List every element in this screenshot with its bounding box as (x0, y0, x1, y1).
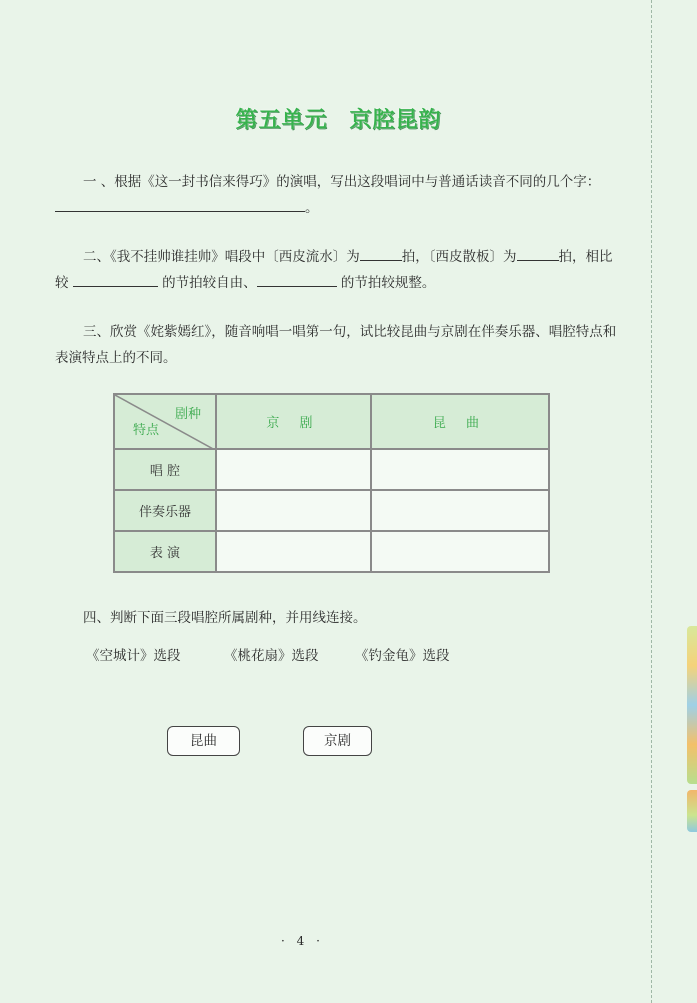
comparison-table (113, 393, 550, 573)
excerpt-item[interactable]: 《空城计》选段 (86, 648, 181, 664)
column-header-jingju: 京 剧 (216, 394, 371, 449)
answer-blank[interactable] (257, 272, 337, 287)
table-row (114, 531, 549, 572)
corner-label-genre: 剧种 (174, 407, 201, 422)
answer-cell[interactable] (371, 490, 549, 531)
question-4 (55, 605, 625, 631)
question-2-text-2: 拍，〔西皮散板〕为 (401, 249, 517, 265)
excerpt-item[interactable]: 《桃花扇》选段 (224, 648, 319, 664)
question-4-text: 四、判断下面三段唱腔所属剧种，并用线连接。 (83, 610, 367, 626)
question-1 (55, 169, 625, 221)
question-3-text: 三、欣赏《姹紫嫣红》，随音响唱一唱第一句，试比较昆曲与京剧在伴奏乐器、唱腔特点和表演特点上的不同。 (55, 324, 617, 366)
question-1-text: 一 、根据《这一封书信来得巧》的演唱，写出这段唱词中与普通话读音不同的几个字： (83, 174, 601, 190)
corner-label-feature: 特点 (133, 423, 160, 438)
excerpt-item[interactable]: 《钓金龟》选段 (355, 648, 450, 664)
question-2-text-4: 的节拍较自由、 (162, 275, 257, 291)
table-row (114, 490, 549, 531)
answer-blank[interactable] (55, 197, 305, 212)
answer-blank[interactable] (73, 272, 158, 287)
unit-title-number: 第五单元 (235, 108, 328, 133)
question-2 (55, 244, 625, 296)
decorative-edge-strip (687, 626, 697, 784)
question-3 (55, 319, 625, 371)
table-header-row (114, 394, 549, 449)
question-2-text-1: 二、《我不挂帅谁挂帅》唱段中〔西皮流水〕为 (83, 249, 360, 265)
page-number: · 4 · (281, 934, 324, 948)
answer-cell[interactable] (216, 531, 371, 572)
answer-blank[interactable] (517, 246, 559, 261)
row-label-performance: 表 演 (114, 531, 216, 572)
question-2-text-5: 的节拍较规整。 (340, 275, 436, 291)
row-label-singing: 唱 腔 (114, 449, 216, 490)
answer-cell[interactable] (216, 490, 371, 531)
choice-jingju[interactable]: 京剧 (303, 726, 372, 756)
question-1-tail: 。 (305, 200, 319, 216)
choice-kunqu[interactable]: 昆曲 (167, 726, 240, 756)
answer-cell[interactable] (216, 449, 371, 490)
answer-blank[interactable] (360, 246, 402, 261)
row-label-instruments: 伴奏乐器 (114, 490, 216, 531)
table-row (114, 449, 549, 490)
cut-line-divider (651, 0, 652, 1003)
unit-title (0, 103, 677, 134)
unit-title-name: 京腔昆韵 (349, 108, 442, 133)
answer-cell[interactable] (371, 531, 549, 572)
table-corner-cell (114, 394, 216, 449)
question-2-text-3: 拍，相比较 (55, 249, 613, 291)
column-header-kunqu: 昆 曲 (371, 394, 549, 449)
answer-cell[interactable] (371, 449, 549, 490)
decorative-edge-strip (687, 790, 697, 832)
